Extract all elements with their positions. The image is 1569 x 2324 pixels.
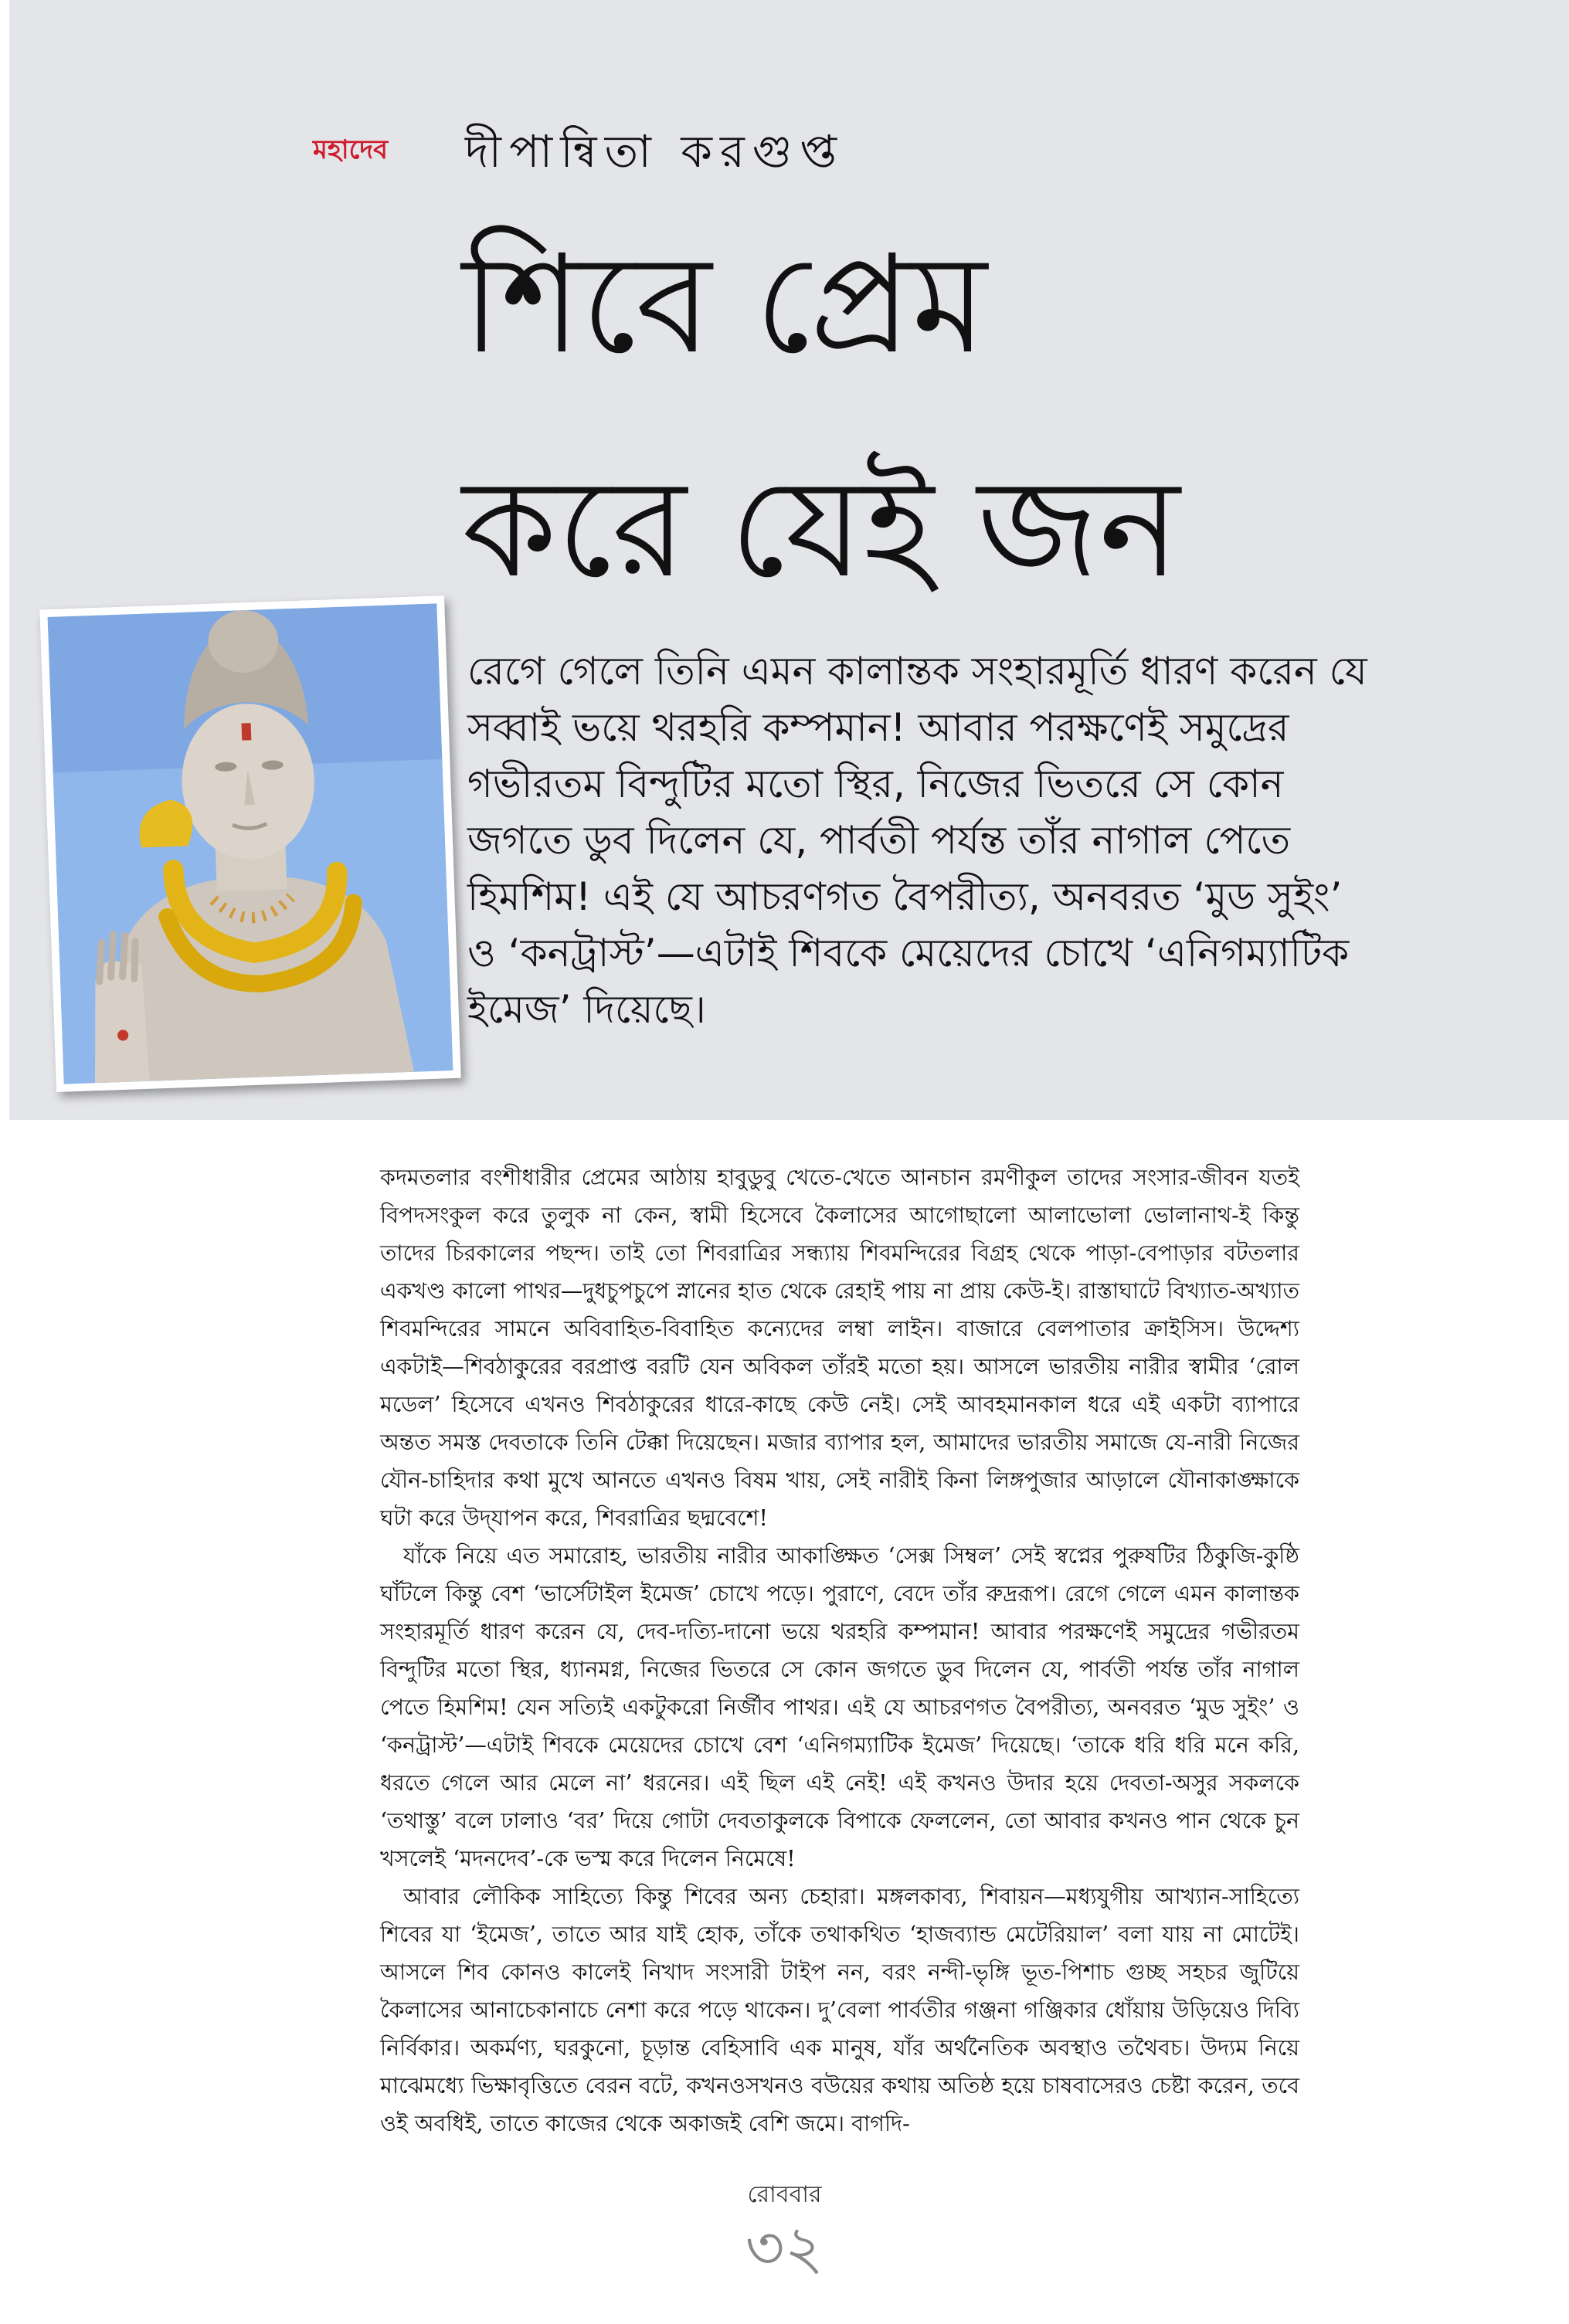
article-body — [380, 1159, 1299, 2142]
author-byline: দীপান্বিতা করগুপ্ত — [465, 125, 844, 178]
title-line-1: শিবে প্রেম — [462, 226, 987, 384]
title-line-2: করে যেই জন — [462, 450, 1180, 608]
shiva-statue-photo — [39, 595, 460, 1092]
article-title — [462, 193, 1180, 641]
article-paragraph: কদমতলার বংশীধারীর প্রেমের আঠায় হাবুডুবু খেতে-খেতে আনচান রমণীকুল তাদের সংসার-জীবন যতই বিপদসংকুল করে তুলুক না কেন, স্বামী হিসেবে কৈলাসের আগোছালো আলাভোলা ভোলানাথ-ই কিন্তু তাদের চিরকালের পছন্দ। তাই তো শিবরাত্রির সন্ধ্যায় শিবমন্দিরের বিগ্রহ থেকে পাড়া-বেপাড়ার বটতলার একখণ্ড কালো পাথর—দুধচুপচুপে স্নানের হাত থেকে রেহাই পায় না প্রায় কেউ-ই। রাস্তাঘাটে বিখ্যাত-অখ্যাত শিবমন্দিরের সামনে অবিবাহিত-বিবাহিত কন্যেদের লম্বা লাইন। বাজারে বেলপাতার ক্রাইসিস। উদ্দেশ্য একটাই—শিবঠাকুরের বরপ্রাপ্ত বরটি যেন অবিকল তাঁরই মতো হয়। আসলে ভারতীয় নারীর স্বামীর ‘রোল মডেল’ হিসেবে এখনও শিবঠাকুরের ধারে-কাছে কেউ নেই। সেই আবহমানকাল ধরে এই একটা ব্যাপারে অন্তত সমস্ত দেবতাকে তিনি টেক্কা দিয়েছেন। মজার ব্যাপার হল, আমাদের ভারতীয় সমাজে যে-নারী নিজের যৌন-চাহিদার কথা মুখে আনতে এখনও বিষম খায়, সেই নারীই কিনা লিঙ্গপুজার আড়ালে যৌনাকাঙ্ক্ষাকে ঘটা করে উদ্‌যাপন করে, শিবরাত্রির ছদ্মবেশে! — [380, 1165, 1299, 1531]
article-paragraph: যাঁকে নিয়ে এত সমারোহ, ভারতীয় নারীর আকাঙ্ক্ষিত ‘সেক্স সিম্বল’ সেই স্বপ্নের পুরুষটির ঠিকুজি-কুষ্ঠি ঘাঁটলে কিন্তু বেশ ‘ভার্সেটাইল ইমেজ’ চোখে পড়ে। পুরাণে, বেদে তাঁর রুদ্ররূপ। রেগে গেলে এমন কালান্তক সংহারমূর্তি ধারণ করেন যে, দেব-দত্যি-দানো ভয়ে থরহরি কম্পমান! আবার পরক্ষণেই সমুদ্রের গভীরতম বিন্দুটির মতো স্থির, ধ্যানমগ্ন, নিজের ভিতরে সে কোন জগতে ডুব দিলেন যে, পার্বতী পর্যন্ত তাঁর নাগাল পেতে হিমশিম! যেন সত্যিই একটুকরো নির্জীব পাথর। এই যে আচরণগত বৈপরীত্য, অনবরত ‘মুড সুইং’ ও ‘কনট্রাস্ট’—এটাই শিবকে মেয়েদের চোখে বেশ ‘এনিগম্যাটিক ইমেজ’ দিয়েছে। ‘তাকে ধরি ধরি মনে করি, ধরতে গেলে আর মেলে না’ ধরনের। এই ছিল এই নেই! এই কখনও উদার হয়ে দেবতা-অসুর সকলকে ‘তথাস্তু’ বলে ঢালাও ‘বর’ দিয়ে গোটা দেবতাকুলকে বিপাকে ফেললেন, তো আবার কখনও পান থেকে চুন খসলেই ‘মদনদেব’-কে ভস্ম করে দিলেন নিমেষে! — [380, 1543, 1299, 1871]
article-paragraph: আবার লৌকিক সাহিত্যে কিন্তু শিবের অন্য চেহারা। মঙ্গলকাব্য, শিবায়ন—মধ্যযুগীয় আখ্যান-সাহিত্যে শিবের যা ‘ইমেজ’, তাতে আর যাই হোক, তাঁকে তথাকথিত ‘হাজব্যান্ড মেটেরিয়াল’ বলা যায় না মোটেই। আসলে শিব কোনও কালেই নিখাদ সংসারী টাইপ নন, বরং নন্দী-ভৃঙ্গি ভূত-পিশাচ গুচ্ছ সহচর জুটিয়ে কৈলাসের আনাচেকানাচে নেশা করে পড়ে থাকেন। দু’বেলা পার্বতীর গঞ্জনা গঞ্জিকার ধোঁয়ায় উড়িয়েও দিব্যি নির্বিকার। অকর্মণ্য, ঘরকুনো, চূড়ান্ত বেহিসাবি এক মানুষ, যাঁর অর্থনৈতিক অবস্থাও তথৈবচ। উদ্যম নিয়ে মাঝেমধ্যে ভিক্ষাবৃত্তিতে বেরন বটে, কখনওসখনও বউয়ের কথায় অতিষ্ঠ হয়ে চাষবাসেরও চেষ্টা করেন, তবে ওই অবধিই, তাতে কাজের থেকে অকাজই বেশি জমে। বাগদি- — [380, 1884, 1299, 2136]
shiva-statue-illustration — [48, 603, 453, 1084]
standfirst: রেগে গেলে তিনি এমন কালান্তক সংহারমূর্তি ধারণ করেন যে সব্বাই ভয়ে থরহরি কম্পমান! আবার পরক্ষণেই সমুদ্রের গভীরতম বিন্দুটির মতো স্থির, নিজের ভিতরে সে কোন জগতে ডুব দিলেন যে, পার্বতী পর্যন্ত তাঁর নাগাল পেতে হিমশিম! এই যে আচরণগত বৈপরীত্য, অনবরত ‘মুড সুইং’ ও ‘কনট্রাস্ট’—এটাই শিবকে মেয়েদের চোখে ‘এনিগম্যাটিক ইমেজ’ দিয়েছে। — [467, 649, 1367, 1032]
section-label: মহাদেব — [313, 134, 389, 165]
page-number: ৩২ — [745, 2214, 824, 2283]
magazine-name: রোববার — [747, 2181, 822, 2208]
